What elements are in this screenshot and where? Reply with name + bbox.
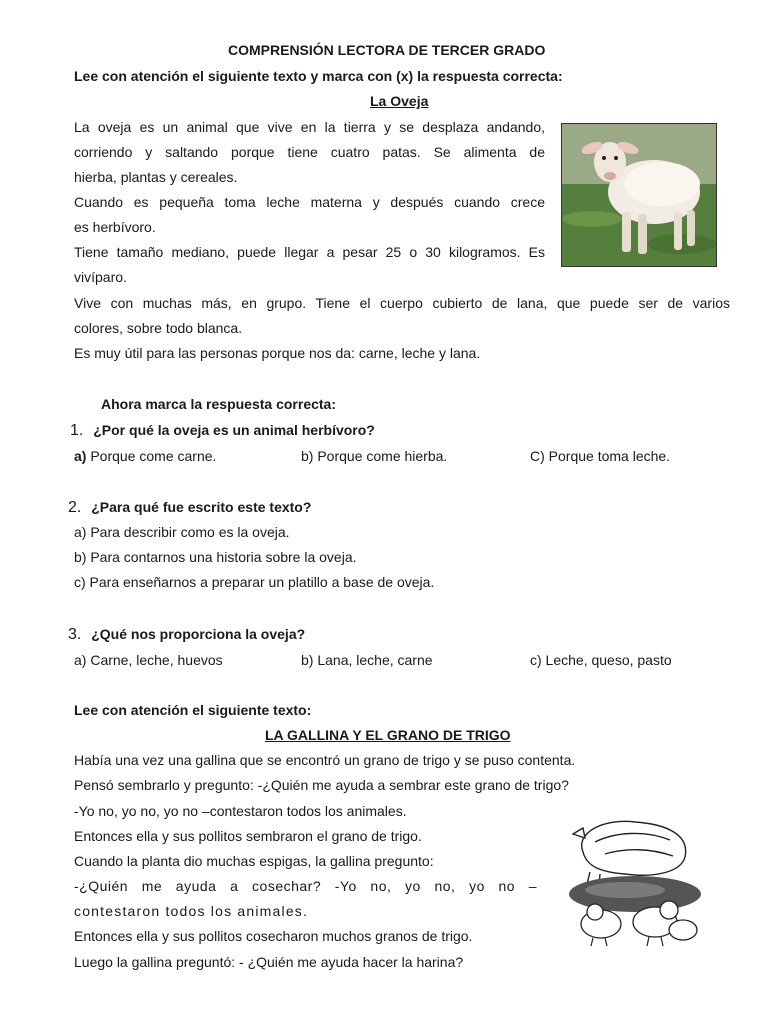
reading2-line: contestaron todos los animales. (74, 903, 309, 919)
reading1-line: Cuando es pequeña toma leche materna y después cuando crece (74, 194, 545, 210)
reading2-line: Entonces ella y sus pollitos cosecharon muchos granos de trigo. (74, 928, 473, 944)
reading2-line: Entonces ella y sus pollitos sembraron el grano de trigo. (74, 828, 422, 844)
reading2-line: Luego la gallina preguntó: - ¿Quién me ayuda hacer la harina? (74, 954, 464, 970)
reading1-line: La oveja es un animal que vive en la tierra y se desplaza andando, (74, 119, 545, 135)
q1-option-a[interactable] (74, 444, 216, 469)
reading2-line: -Yo no, yo no, yo no –contestaron todos los animales. (74, 803, 407, 819)
reading1-line: hierba, plantas y cereales. (74, 169, 238, 185)
reading-title-la-gallina: LA GALLINA Y EL GRANO DE TRIGO (265, 727, 511, 743)
reading2-line: Había una vez una gallina que se encontró un grano de trigo y se puso contenta. (74, 752, 576, 768)
q1-option-c[interactable]: C) Porque toma leche. (530, 448, 671, 464)
reading2-instruction: Lee con atención el siguiente texto: (74, 702, 312, 718)
reading2-line: Cuando la planta dio muchas espigas, la gallina pregunto: (74, 853, 434, 869)
reading1-line: corriendo y saltando porque tiene cuatro patas. Se alimenta de (74, 144, 545, 160)
option-letter: a) (74, 448, 87, 464)
question-number: 1. (70, 422, 84, 439)
reading-title-la-oveja: La Oveja (370, 93, 429, 109)
reading1-line: es herbívoro. (74, 219, 156, 235)
q2-option-c[interactable]: c) Para enseñarnos a preparar un platillo a base de oveja. (74, 574, 435, 590)
reading2-line: -¿Quién me ayuda a cosechar? -Yo no, yo no, yo no – (74, 878, 537, 894)
sheep-photo (561, 123, 717, 267)
question-1 (70, 418, 375, 443)
question-text: ¿Por qué la oveja es un animal herbívoro? (93, 422, 375, 438)
main-instruction: Lee con atención el siguiente texto y marca con (x) la respuesta correcta: (74, 68, 563, 84)
sheep-illustration (562, 124, 716, 266)
page-title: COMPRENSIÓN LECTORA DE TERCER GRADO (228, 42, 546, 58)
question-text: ¿Qué nos proporciona la oveja? (91, 626, 306, 642)
reading1-line: Tiene tamaño mediano, puede llegar a pesar 25 o 30 kilogramos. Es (74, 244, 545, 260)
reading2-line: Pensó sembrarlo y pregunto: -¿Quién me ayuda a sembrar este grano de trigo? (74, 777, 569, 793)
hen-and-chicks-drawing (565, 812, 705, 950)
question-number: 2. (68, 499, 82, 516)
q2-option-a[interactable]: a) Para describir como es la oveja. (74, 524, 290, 540)
q2-option-b[interactable]: b) Para contarnos una historia sobre la oveja. (74, 549, 357, 565)
q3-option-c[interactable]: c) Leche, queso, pasto (530, 652, 672, 668)
option-text: Porque come carne. (86, 448, 217, 464)
question-number: 3. (68, 626, 82, 643)
q3-option-b[interactable]: b) Lana, leche, carne (301, 652, 433, 668)
question-2 (68, 495, 311, 520)
q1-option-b[interactable]: b) Porque come hierba. (301, 448, 448, 464)
reading1-line: vivíparo. (74, 269, 127, 285)
quiz-instruction: Ahora marca la respuesta correcta: (101, 396, 336, 412)
q3-option-a[interactable]: a) Carne, leche, huevos (74, 652, 223, 668)
reading1-line: Vive con muchas más, en grupo. Tiene el cuerpo cubierto de lana, que puede ser de varios (74, 295, 730, 311)
question-3 (68, 622, 305, 647)
question-text: ¿Para qué fue escrito este texto? (91, 499, 312, 515)
reading1-line: colores, sobre todo blanca. (74, 320, 243, 336)
reading1-line: Es muy útil para las personas porque nos da: carne, leche y lana. (74, 345, 481, 361)
